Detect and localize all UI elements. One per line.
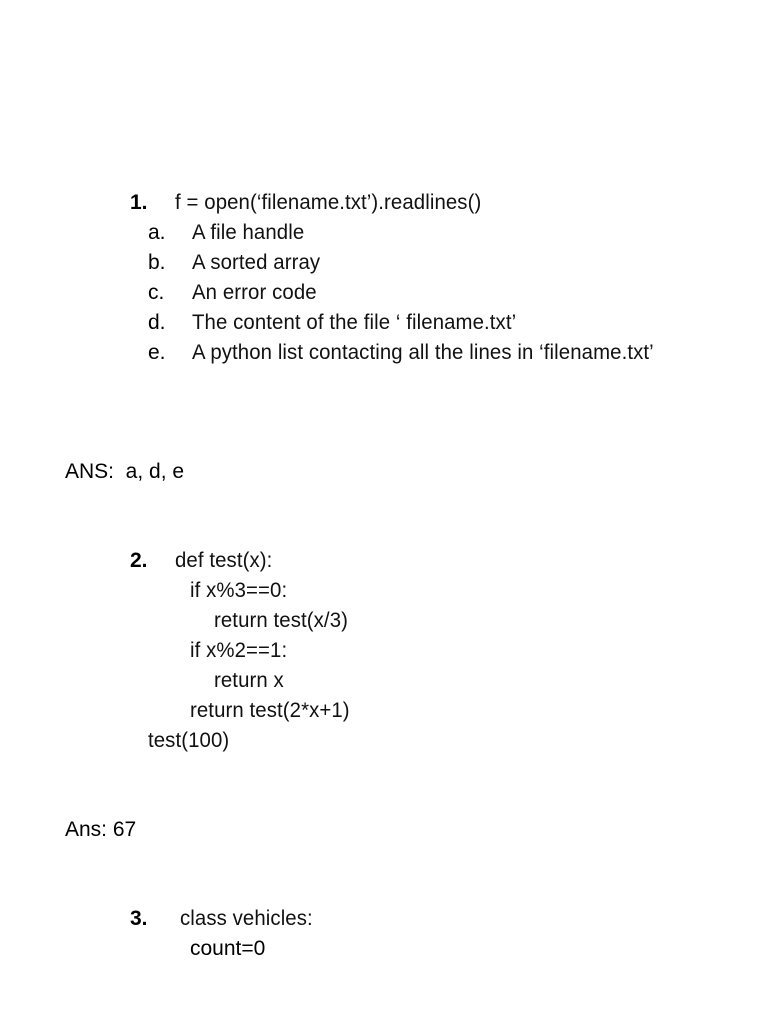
code-line: class vehicles: (180, 907, 313, 930)
code-line: count=0 (190, 937, 266, 960)
option-letter: e. (148, 341, 166, 364)
answer-text: ANS: a, d, e (65, 460, 185, 483)
code-line: return test(2*x+1) (190, 699, 350, 722)
code-line: if x%3==0: (190, 579, 288, 602)
question-number: 1. (130, 191, 148, 214)
code-line: return x (214, 669, 284, 692)
answer-text: Ans: 67 (65, 818, 137, 841)
option-text: The content of the file ‘ filename.txt’ (192, 311, 517, 334)
option-text: A file handle (192, 221, 305, 244)
question-stem: f = open(‘filename.txt’).readlines() (175, 191, 482, 214)
code-line: test(100) (148, 729, 230, 752)
option-letter: d. (148, 311, 166, 334)
option-letter: c. (148, 281, 165, 304)
option-letter: b. (148, 251, 166, 274)
code-line: return test(x/3) (214, 609, 349, 632)
question-number: 2. (130, 549, 148, 572)
code-line: if x%2==1: (190, 639, 288, 662)
cut-off-code-line (190, 935, 310, 960)
option-letter: a. (148, 221, 166, 244)
option-text: A python list contacting all the lines in ‘filename.txt’ (192, 341, 654, 364)
option-text: A sorted array (192, 251, 321, 274)
code-line: def test(x): (175, 549, 273, 572)
option-text: An error code (192, 281, 317, 304)
question-number: 3. (130, 907, 148, 930)
